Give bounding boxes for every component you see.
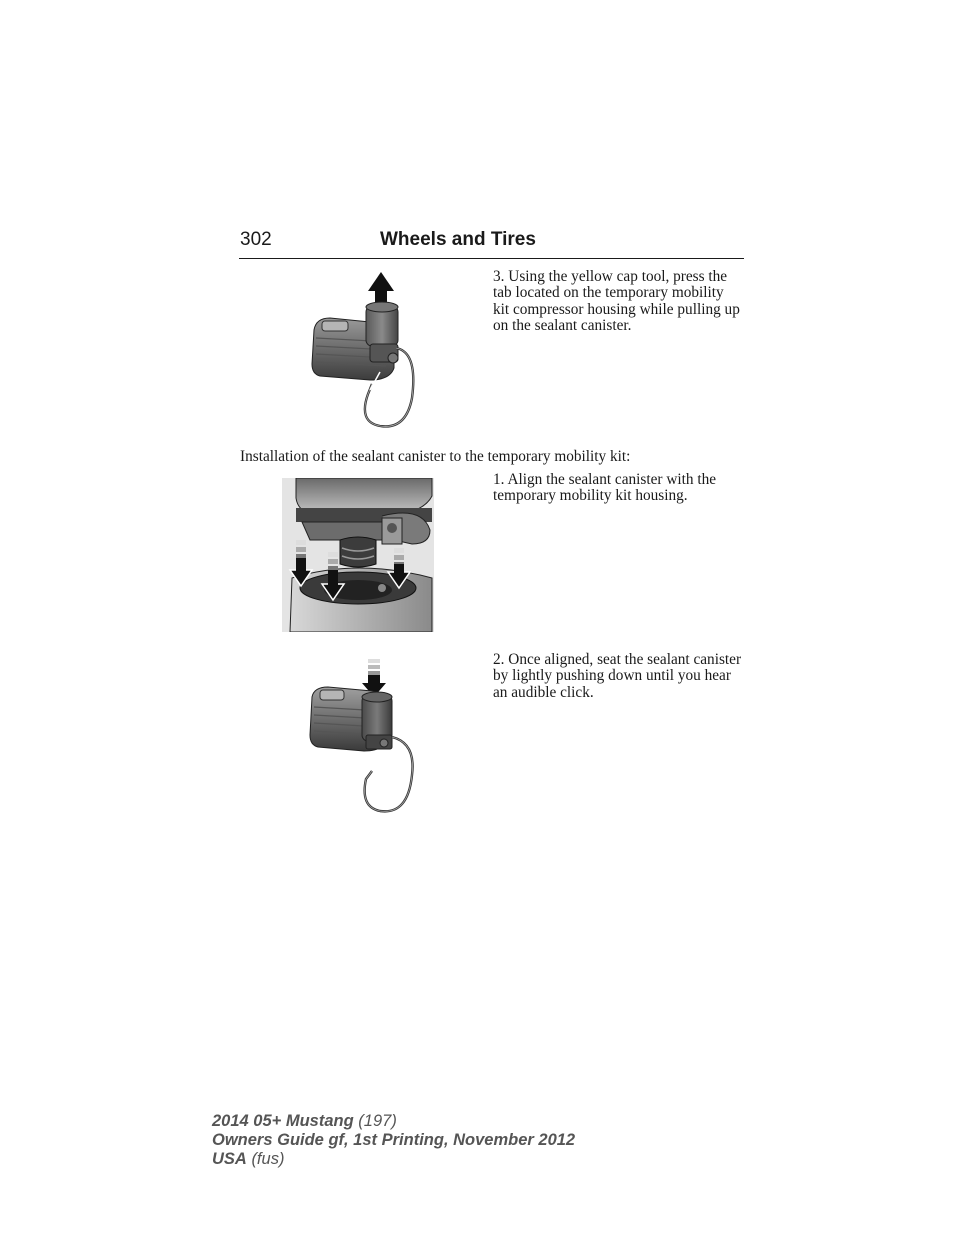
footer-model: 2014 05+ Mustang — [212, 1112, 354, 1130]
footer-line-1 — [212, 1112, 575, 1131]
step-2-text: 2. Once aligned, seat the sealant canister by lightly pushing down until you hear an audible click. — [493, 651, 742, 701]
canister-alignment-illustration — [282, 478, 434, 632]
footer-line-3 — [212, 1150, 575, 1169]
footer-model-code: (197) — [358, 1112, 397, 1130]
installation-intro: Installation of the sealant canister to the temporary mobility kit: — [240, 448, 631, 465]
canister-seating-illustration — [300, 655, 430, 815]
page-number: 302 — [240, 229, 272, 250]
header-rule — [239, 258, 744, 259]
footer — [212, 1112, 575, 1169]
canister-removal-illustration — [300, 268, 430, 433]
footer-region: USA — [212, 1150, 247, 1168]
step-3-text: 3. Using the yellow cap tool, press the tab located on the temporary mobility kit compressor housing while pulling up on the sealant canister. — [493, 268, 740, 335]
footer-region-code: (fus) — [251, 1150, 285, 1168]
section-title: Wheels and Tires — [380, 229, 536, 250]
footer-line-2: Owners Guide gf, 1st Printing, November 2012 — [212, 1131, 576, 1149]
step-1-text: 1. Align the sealant canister with the temporary mobility kit housing. — [493, 471, 717, 505]
